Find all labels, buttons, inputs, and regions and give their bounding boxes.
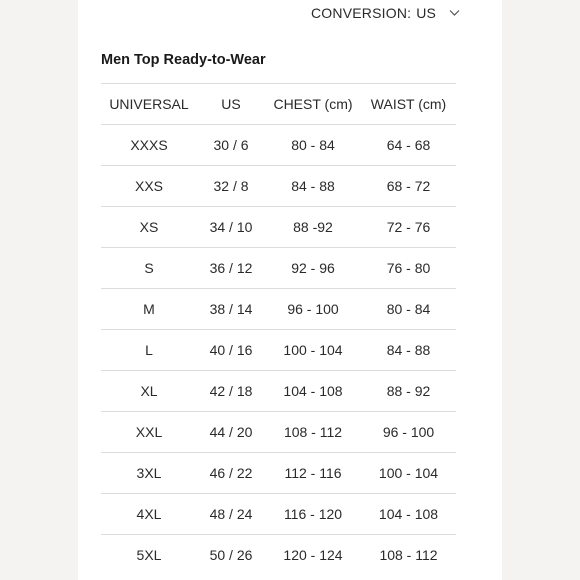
size-table	[101, 83, 456, 575]
table-cell: 38 / 14	[209, 301, 253, 317]
section-title: Men Top Ready-to-Wear	[101, 52, 266, 68]
column-header: WAIST (cm)	[370, 96, 447, 112]
table-cell: S	[144, 260, 154, 276]
table-header-row	[101, 83, 456, 124]
table-cell: 120 - 124	[283, 547, 343, 563]
table-row	[101, 493, 456, 534]
table-cell: 36 / 12	[209, 260, 253, 276]
table-cell: 104 - 108	[378, 506, 439, 522]
table-cell: 80 - 84	[291, 137, 335, 153]
table-cell: 30 / 6	[213, 137, 249, 153]
table-cell: 50 / 26	[209, 547, 253, 563]
table-row	[101, 247, 456, 288]
table-cell: 96 - 100	[382, 424, 435, 440]
conversion-dropdown[interactable]	[311, 4, 460, 22]
table-row	[101, 206, 456, 247]
table-cell: 46 / 22	[209, 465, 253, 481]
table-cell: 104 - 108	[283, 383, 343, 399]
table-cell: 4XL	[136, 506, 162, 522]
table-cell: 32 / 8	[213, 178, 249, 194]
table-row	[101, 165, 456, 206]
table-cell: XXS	[134, 178, 163, 194]
table-cell: XXL	[135, 424, 163, 440]
table-cell: 5XL	[136, 547, 162, 563]
table-cell: 72 - 76	[386, 219, 431, 235]
table-cell: 112 - 116	[284, 465, 342, 481]
table-row	[101, 288, 456, 329]
table-cell: 116 - 120	[283, 506, 343, 522]
table-cell: 100 - 104	[378, 465, 439, 481]
column-header: CHEST (cm)	[273, 96, 353, 112]
table-cell: 108 - 112	[283, 424, 343, 440]
column-header: US	[221, 96, 241, 112]
column-header: UNIVERSAL	[109, 96, 189, 112]
table-cell: 34 / 10	[209, 219, 253, 235]
table-cell: 42 / 18	[209, 383, 253, 399]
table-cell: XXXS	[130, 137, 168, 153]
table-cell: 64 - 68	[386, 137, 431, 153]
chevron-down-icon	[449, 9, 460, 17]
table-body	[101, 124, 456, 575]
table-cell: 84 - 88	[386, 342, 431, 358]
table-cell: 44 / 20	[209, 424, 253, 440]
table-cell: 3XL	[136, 465, 162, 481]
conversion-value: US	[416, 5, 437, 21]
table-cell: 92 - 96	[291, 260, 335, 276]
table-cell: XS	[139, 219, 159, 235]
table-cell: 108 - 112	[379, 547, 438, 563]
table-cell: 48 / 24	[209, 506, 253, 522]
table-cell: 100 - 104	[283, 342, 343, 358]
table-row	[101, 411, 456, 452]
table-cell: 80 - 84	[386, 301, 431, 317]
table-cell: 68 - 72	[386, 178, 431, 194]
table-row	[101, 329, 456, 370]
conversion-label: CONVERSION:	[311, 5, 412, 21]
table-row	[101, 534, 456, 575]
table-row	[101, 452, 456, 493]
table-cell: 88 -92	[293, 219, 333, 235]
table-row	[101, 124, 456, 165]
table-cell: 76 - 80	[386, 260, 431, 276]
table-cell: L	[145, 342, 153, 358]
table-cell: 88 - 92	[386, 383, 431, 399]
table-row	[101, 370, 456, 411]
table-cell: 96 - 100	[287, 301, 339, 317]
table-cell: 40 / 16	[209, 342, 253, 358]
table-cell: M	[143, 301, 155, 317]
table-cell: XL	[140, 383, 158, 399]
table-cell: 84 - 88	[291, 178, 335, 194]
